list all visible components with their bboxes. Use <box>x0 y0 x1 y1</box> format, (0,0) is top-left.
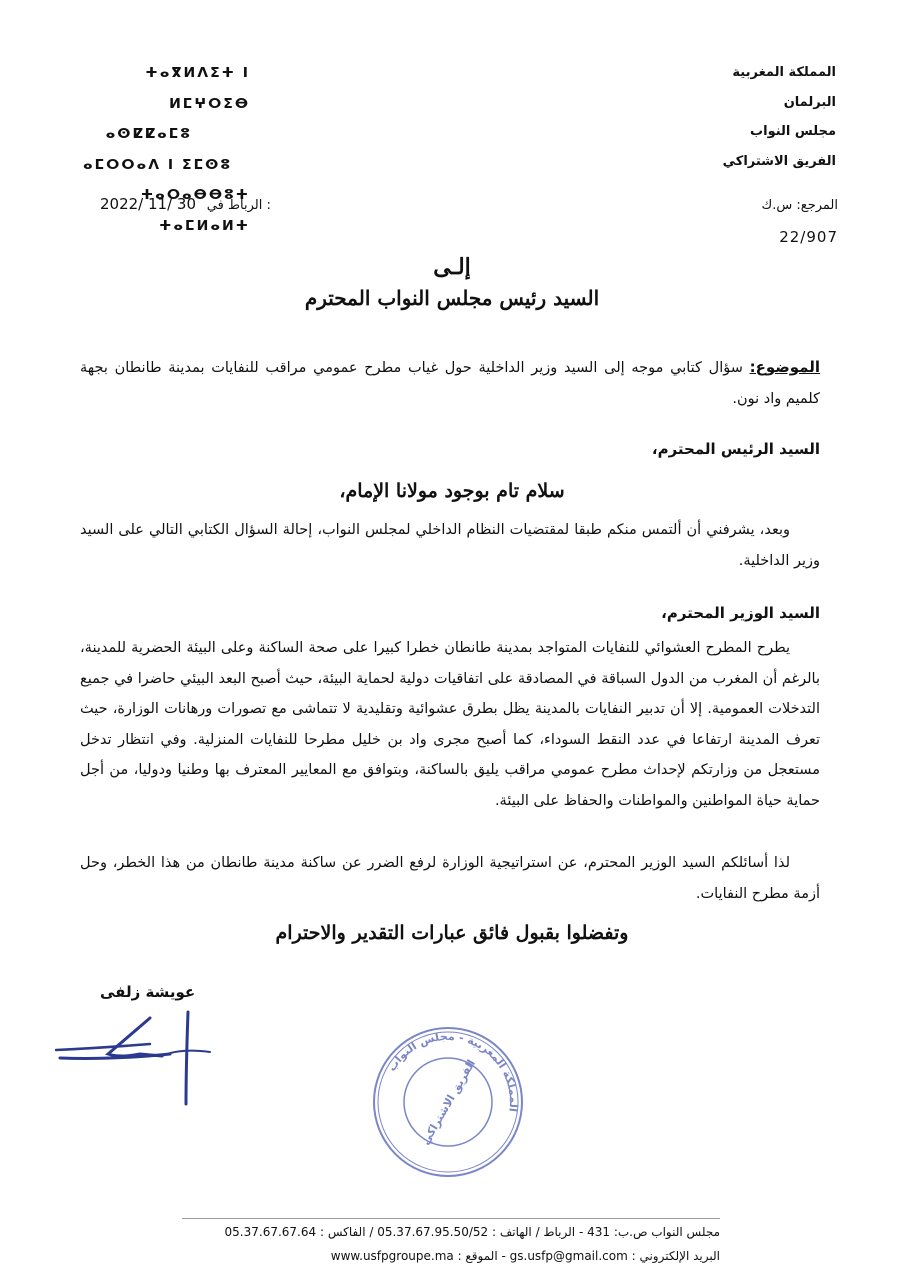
greeting-minister: السيد الوزير المحترم، <box>661 604 820 622</box>
tifinagh-kingdom: ⵜⴰⴳⵍⴷⵉⵜ ⵏ ⵍⵎⵖⵔⵉⴱ <box>145 65 250 112</box>
reference-label: المرجع: س.ك <box>761 198 838 213</box>
header-tifinagh <box>60 58 250 241</box>
header-parliament: البرلمان <box>783 94 836 110</box>
official-stamp <box>368 1022 528 1182</box>
tifinagh-parliament: ⴰⵙⵇⵇⴰⵎⵓ <box>105 126 192 142</box>
closing-line: وتفضلوا بقبول فائق عبارات التقدير والاحترام <box>275 922 629 944</box>
footer-web: البريد الإلكتروني : gs.usfp@gmail.com - الموقع : www.usfpgroupe.ma <box>330 1249 720 1263</box>
footer-divider <box>182 1218 720 1219</box>
handwritten-signature <box>50 1008 230 1108</box>
addressee-to: إلـى <box>433 254 471 280</box>
main-paragraph: يطرح المطرح العشوائي للنفايات المتواجد بمدينة طانطان خطرا كبيرا على صحة الساكنة وعلى البيئة الحضرية للمدينة، بالرغم أن المغرب من الدول السباقة في المصادقة على اتفاقيات دولية لحماية البيئة، حيث أصبح البعد البيئي حاضرا في جميع التدخلات العمومية. إلا أن تدبير النفايات بالمدينة يظل بطرق عشوائية وتقليدية لا تتماشى مع تصورات ورهانات الوزارة، حيث تعرف المدينة ارتفاعا في عدد النقط السوداء، كما أصبح مجرى واد بن خليل مطرحا للنفايات المنزلية. وفي انتظار تدخل مستعجل من وزارتكم لإحداث مطرح عمومي مراقب يليق بالساكنة، وبتوافق مع المعايير المعترف بها وطنيا ودوليا، من أجل حماية حياة المواطنين والمواطنات والحفاظ على البيئة. <box>80 640 820 809</box>
salam-line: سلام تام بوجود مولانا الإمام، <box>339 480 565 502</box>
footer-contact: مجلس النواب ص.ب: 431 - الرباط / الهاتف : 05.37.67.95.50/52 / الفاكس : 05.37.67.67.64 <box>224 1225 720 1239</box>
subject <box>80 352 820 414</box>
stamp-inner-text: الفريق الاشتراكي <box>418 1057 479 1148</box>
date-label: الرباط في : <box>206 198 271 213</box>
stamp-outer-text: المملكة المغربية - مجلس النواب <box>385 1029 521 1113</box>
reference-number: 22/907 <box>779 228 838 246</box>
date-value: 2022/ 11/ 30 <box>100 195 196 213</box>
greeting-president: السيد الرئيس المحترم، <box>651 440 820 458</box>
question-paragraph: لذا أسائلكم السيد الوزير المحترم، عن استراتيجية الوزارة لرفع الضرر عن ساكنة مدينة طانطان من هذا الخطر، وحل أزمة مطرح النفايات. <box>80 855 820 902</box>
header-arabic <box>723 58 836 176</box>
header-group: الفريق الاشتراكي <box>722 153 836 169</box>
tifinagh-group: ⵜⴰⵔⴰⴱⴱⵓⵜ ⵜⴰⵎⵍⴰⵍⵜ <box>140 187 250 234</box>
signer-name: عويشة زلفى <box>100 983 196 1001</box>
date-line <box>100 195 271 213</box>
addressee-recipient: السيد رئيس مجلس النواب المحترم <box>304 286 600 310</box>
header-kingdom: المملكة المغربية <box>732 65 836 80</box>
intro-paragraph: وبعد، يشرفني أن ألتمس منكم طبقا لمقتضيات النظام الداخلي لمجلس النواب، إحالة السؤال الكتابي التالي على السيد وزير الداخلية. <box>80 522 820 569</box>
tifinagh-house: ⴰⵎⵔⵔⴰⴷ ⵏ ⵉⵎⵙⵓ <box>82 156 232 173</box>
subject-keyword: الموضوع: <box>749 358 821 376</box>
header-house: مجلس النواب <box>750 124 836 139</box>
subject-text: سؤال كتابي موجه إلى السيد وزير الداخلية حول غياب مطرح عمومي مراقب للنفايات بمدينة طانطان بجهة كلميم واد نون. <box>80 360 820 407</box>
